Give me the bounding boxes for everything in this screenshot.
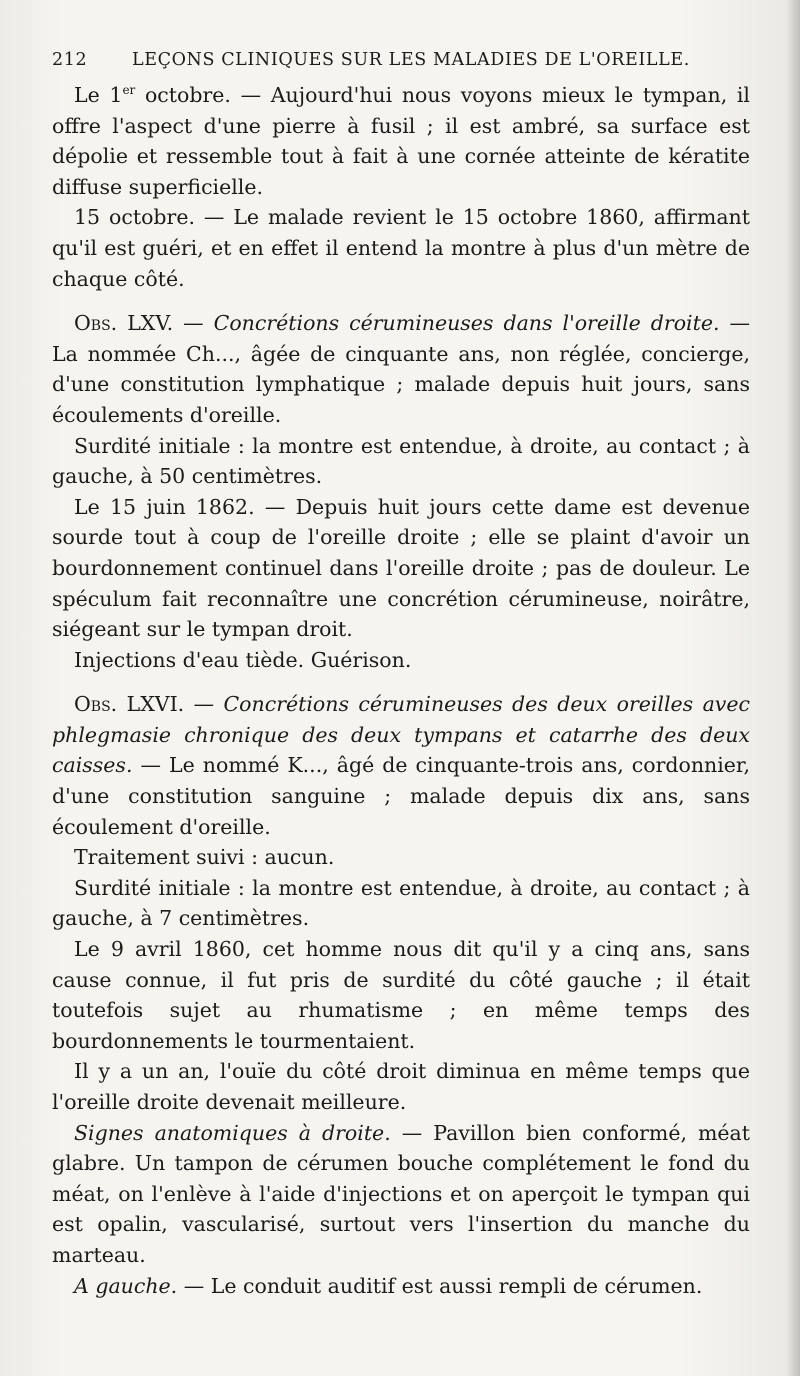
observation-66-heading: Obs. LXVI. — Concrétions cérumineuses des deux oreilles avec phlegmasie chronique des deux tympans et catarrhe des deux caisses. — Le nommé K..., âgé de cinquante-trois ans, cordonnier, d'une constitution sanguine ; malade depuis dix ans, sans écoulement d'oreille. <box>52 692 750 839</box>
page-header <box>52 44 752 78</box>
paragraph-surdite-initiale-66: Surdité initiale : la montre est entendue, à droite, au contact ; à gauche, à 7 centimètres. <box>52 875 750 931</box>
paragraph-surdite-initiale-65: Surdité initiale : la montre est entendue, à droite, au contact ; à gauche, à 50 centimètres. <box>52 433 750 489</box>
paragraph-injections: Injections d'eau tiède. Guérison. <box>74 647 412 672</box>
paragraph-1er-octobre: Le 1er octobre. — Aujourd'hui nous voyons mieux le tympan, il offre l'aspect d'une pierre à fusil ; il est ambré, sa surface est dépolie et ressemble tout à fait à une cornée atteinte de kératite diffuse superficielle. <box>52 83 750 199</box>
page-number: 212 <box>52 50 88 70</box>
observation-label: Obs. LXVI. <box>74 692 185 717</box>
observation-label: Obs. LXV. <box>74 311 174 336</box>
paragraph-9-avril-1860: Le 9 avril 1860, cet homme nous dit qu'il y a cinq ans, sans cause connue, il fut pris de surdité du côté gauche ; il était toutefois sujet au rhumatisme ; en même temps des bourdonnements le tourmentaient. <box>52 937 750 1053</box>
observation-title: Concrétions cérumineuses des deux oreilles avec phlegmasie chronique des deux tympans et catarrhe des deux caisses. <box>52 692 750 778</box>
observation-title: Concrétions cérumineuses dans l'oreille droite. <box>213 311 720 336</box>
observation-65-heading: Obs. LXV. — Concrétions cérumineuses dans l'oreille droite. — La nommée Ch..., âgée de cinquante ans, non réglée, concierge, d'une constitution lymphatique ; malade depuis huit jours, sans écoulements d'oreille. <box>52 311 750 427</box>
page-edge-shadow <box>786 0 800 1376</box>
paragraph-15-juin-1862: Le 15 juin 1862. — Depuis huit jours cette dame est devenue sourde tout à coup de l'oreille droite ; elle se plaint d'avoir un bourdonnement continuel dans l'oreille droite ; pas de douleur. Le spéculum fait reconnaître une concrétion cérumineuse, noirâtre, siégeant sur le tympan droit. <box>52 494 750 642</box>
paragraph-15-octobre: 15 octobre. — Le malade revient le 15 octobre 1860, affirmant qu'il est guéri, et en effet il entend la montre à plus d'un mètre de chaque côté. <box>52 205 750 291</box>
paragraph-signes-droite: Signes anatomiques à droite. — Pavillon bien conformé, méat glabre. Un tampon de cérumen bouche complétement le fond du méat, on l'enlève à l'aide d'injections et on aperçoit le tympan qui est opalin, vascularisé, surtout vers l'insertion du manche du marteau. <box>52 1120 750 1267</box>
paragraph-a-gauche: A gauche. — Le conduit auditif est aussi rempli de cérumen. <box>74 1273 703 1298</box>
paragraph-il-y-a-un-an: Il y a un an, l'ouïe du côté droit diminua en même temps que l'oreille droite devenait meilleure. <box>52 1059 750 1114</box>
page-body <box>52 80 750 1301</box>
paragraph-traitement: Traitement suivi : aucun. <box>74 845 335 870</box>
running-title: LEÇONS CLINIQUES SUR LES MALADIES DE L'OREILLE. <box>132 50 690 70</box>
